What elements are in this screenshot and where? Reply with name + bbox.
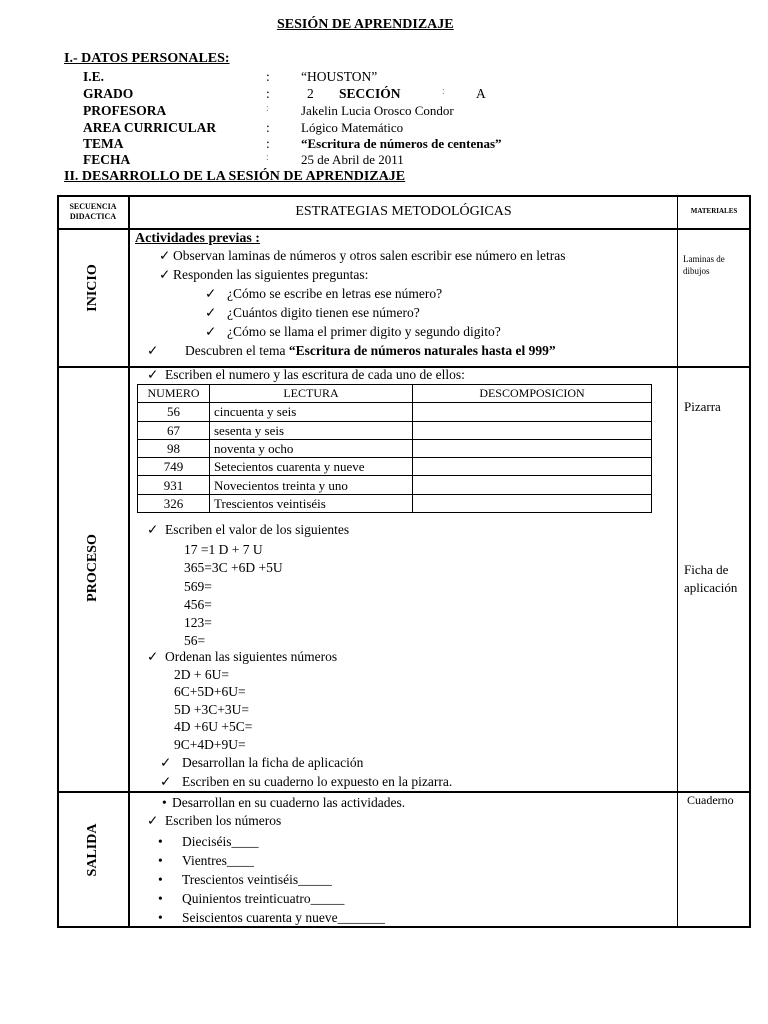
col-header-secuencia: [60, 202, 126, 222]
cell-lectura: Trescientos veintiséis: [210, 494, 413, 512]
cell-descomposicion: [413, 439, 652, 457]
profesora-label: PROFESORA: [83, 103, 167, 118]
cell-lectura: noventa y ocho: [210, 439, 413, 457]
col-header-estrategias: ESTRATEGIAS METODOLÓGICAS: [295, 204, 512, 219]
table-row: [138, 476, 652, 494]
inicio-question-3: ✓ ¿Cómo se llama el primer digito y segundo digito?: [205, 324, 501, 339]
inicio-line-1-text: Observan laminas de números y otros salen escribir ese número en letras: [173, 248, 566, 263]
table-row: [138, 421, 652, 439]
material-dibujos: dibujos: [683, 266, 710, 276]
grado-label: GRADO: [83, 86, 134, 101]
section1-heading: I.- DATOS PERSONALES:: [64, 51, 230, 66]
cell-numero: 56: [138, 403, 210, 421]
label-salida: SALIDA: [85, 823, 100, 877]
cell-numero: 326: [138, 494, 210, 512]
cell-lectura: Novecientos treinta y uno: [210, 476, 413, 494]
section2-heading: II. DESARROLLO DE LA SESIÓN DE APRENDIZAJE: [64, 169, 406, 184]
inicio-descubren: ✓ Descubren el tema “Escritura de números naturales hasta el 999”: [147, 343, 556, 358]
cell-descomposicion: [413, 421, 652, 439]
inicio-descubren-bold: “Escritura de números naturales hasta el 999”: [288, 343, 556, 358]
proceso-intro-text: Escriben el numero y las escritura de cada uno de ellos:: [165, 367, 465, 382]
material-ficha-line2: aplicación: [684, 580, 738, 595]
ordenan-line: 2D + 6U=: [174, 667, 229, 682]
list-item: • Vientres____: [158, 853, 254, 868]
th-lectura: LECTURA: [210, 385, 413, 403]
material-laminas: Laminas de: [683, 254, 725, 264]
material-cuaderno: Cuaderno: [687, 793, 734, 807]
list-item: • Dieciséis____: [158, 834, 259, 849]
inicio-heading: Actividades previas :: [135, 231, 260, 246]
ordenan-line: 6C+5D+6U=: [174, 684, 246, 700]
valor-line: 17 =1 D + 7 U: [184, 542, 263, 557]
salida-line-2: ✓ Escriben los números: [147, 813, 282, 828]
tema-sep: :: [266, 136, 270, 151]
proceso-final-1-text: Desarrollan la ficha de aplicación: [182, 755, 364, 770]
proceso-final-2: ✓ Escriben en su cuaderno lo expuesto en la pizarra.: [160, 774, 453, 789]
list-item-text: Vientres____: [182, 853, 254, 868]
inicio-question-1: ✓ ¿Cómo se escribe en letras ese número?: [205, 286, 443, 301]
valor-line: 365=3C +6D +5U: [184, 560, 283, 576]
fecha-label: FECHA: [83, 152, 131, 167]
list-item-text: Seiscientos cuarenta y nueve_______: [182, 910, 385, 925]
inicio-question-2: ✓ ¿Cuántos digito tienen ese número?: [205, 305, 420, 320]
profesora-value: Jakelin Lucia Orosco Condor: [301, 103, 454, 118]
valor-list: [184, 541, 283, 651]
ie-label: I.E.: [83, 69, 105, 84]
ie-value: “HOUSTON”: [301, 69, 378, 84]
table-row: [138, 439, 652, 457]
salida-bullet-list: [158, 832, 385, 927]
inicio-line-2-text: Responden las siguientes preguntas:: [173, 267, 369, 282]
cell-numero: 931: [138, 476, 210, 494]
grado-value: 2: [307, 86, 314, 101]
list-item: • Seiscientos cuarenta y nueve_______: [158, 910, 385, 925]
list-item: • Trescientos veintiséis_____: [158, 872, 332, 887]
proceso-intro: ✓ Escriben el numero y las escritura de cada uno de ellos:: [147, 367, 465, 382]
fecha-value: 25 de Abril de 2011: [301, 152, 404, 167]
salida-line-2-text: Escriben los números: [165, 813, 282, 828]
seccion-sep: :: [442, 86, 445, 97]
inicio-question-3-text: ¿Cómo se llama el primer digito y segundo digito?: [227, 324, 501, 339]
tema-label: TEMA: [83, 136, 124, 151]
list-item: • Quinientos treinticuatro_____: [158, 891, 345, 906]
cell-lectura: cincuenta y seis: [210, 403, 413, 421]
proceso-final-2-text: Escriben en su cuaderno lo expuesto en la pizarra.: [182, 774, 453, 789]
cell-descomposicion: [413, 494, 652, 512]
cell-numero: 98: [138, 439, 210, 457]
tema-value: “Escritura de números de centenas”: [301, 136, 502, 151]
valor-heading-text: Escriben el valor de los siguientes: [165, 522, 350, 537]
cell-descomposicion: [413, 476, 652, 494]
label-proceso: PROCESO: [85, 534, 100, 602]
proceso-final-1: ✓ Desarrollan la ficha de aplicación: [160, 755, 364, 770]
ordenan-heading-text: Ordenan las siguientes números: [165, 649, 338, 664]
document-title: SESIÓN DE APRENDIZAJE: [277, 17, 454, 32]
col-header-secuencia-line2: DIDACTICA: [69, 212, 117, 221]
cell-descomposicion: [413, 403, 652, 421]
col-header-materiales: MATERIALES: [690, 207, 738, 215]
list-item-text: Trescientos veintiséis_____: [182, 872, 332, 887]
cell-lectura: Setecientos cuarenta y nueve: [210, 458, 413, 476]
valor-line: 569=: [184, 578, 212, 594]
valor-heading: ✓ Escriben el valor de los siguientes: [147, 522, 350, 537]
profesora-sep: :: [266, 103, 269, 114]
inicio-question-2-text: ¿Cuántos digito tienen ese número?: [227, 305, 420, 320]
inicio-line-1: ✓ Observan laminas de números y otros salen escribir ese número en letras: [159, 248, 566, 263]
ie-sep: :: [266, 69, 270, 84]
col-header-secuencia-line1: SECUENCIA: [69, 202, 117, 211]
material-ficha: [684, 561, 737, 597]
ordenan-heading: ✓ Ordenan las siguientes números: [147, 649, 338, 664]
ordenan-line: 4D +6U +5C=: [174, 719, 253, 735]
area-sep: :: [266, 120, 270, 135]
fecha-sep: :: [266, 152, 269, 163]
material-pizarra: Pizarra: [684, 399, 721, 414]
table-row: [138, 494, 652, 512]
th-descomposicion: DESCOMPOSICION: [413, 385, 652, 403]
numbers-table: [137, 384, 652, 513]
cell-lectura: sesenta y seis: [210, 421, 413, 439]
seccion-value: A: [476, 86, 486, 101]
area-value: Lógico Matemático: [301, 120, 404, 135]
numbers-table-header: [138, 385, 652, 403]
inicio-question-1-text: ¿Cómo se escribe en letras ese número?: [227, 286, 443, 301]
table-row: [138, 458, 652, 476]
seccion-label: SECCIÓN: [339, 86, 401, 101]
list-item-text: Quinientos treinticuatro_____: [182, 891, 345, 906]
label-inicio: INICIO: [85, 264, 100, 312]
ordenan-line: 9C+4D+9U=: [174, 736, 246, 752]
cell-numero: 749: [138, 458, 210, 476]
table-row: [138, 403, 652, 421]
ordenan-line: 5D +3C+3U=: [174, 701, 249, 717]
valor-line: 123=: [184, 615, 212, 631]
cell-descomposicion: [413, 458, 652, 476]
cell-numero: 67: [138, 421, 210, 439]
valor-line: 56=: [184, 633, 206, 649]
grado-sep: :: [266, 86, 270, 101]
salida-line-1: • Desarrollan en su cuaderno las actividades.: [162, 795, 406, 810]
valor-line: 456=: [184, 596, 212, 612]
salida-line-1-text: Desarrollan en su cuaderno las actividades.: [172, 795, 406, 810]
ordenan-list: [174, 666, 252, 753]
inicio-materials: [683, 253, 725, 277]
list-item-text: Dieciséis____: [182, 834, 259, 849]
inicio-line-2: ✓ Responden las siguientes preguntas:: [159, 267, 369, 282]
area-label: AREA CURRICULAR: [83, 120, 217, 135]
th-numero: NUMERO: [138, 385, 210, 403]
material-ficha-line1: Ficha de: [684, 562, 729, 577]
inicio-descubren-text: Descubren el tema: [185, 343, 289, 358]
